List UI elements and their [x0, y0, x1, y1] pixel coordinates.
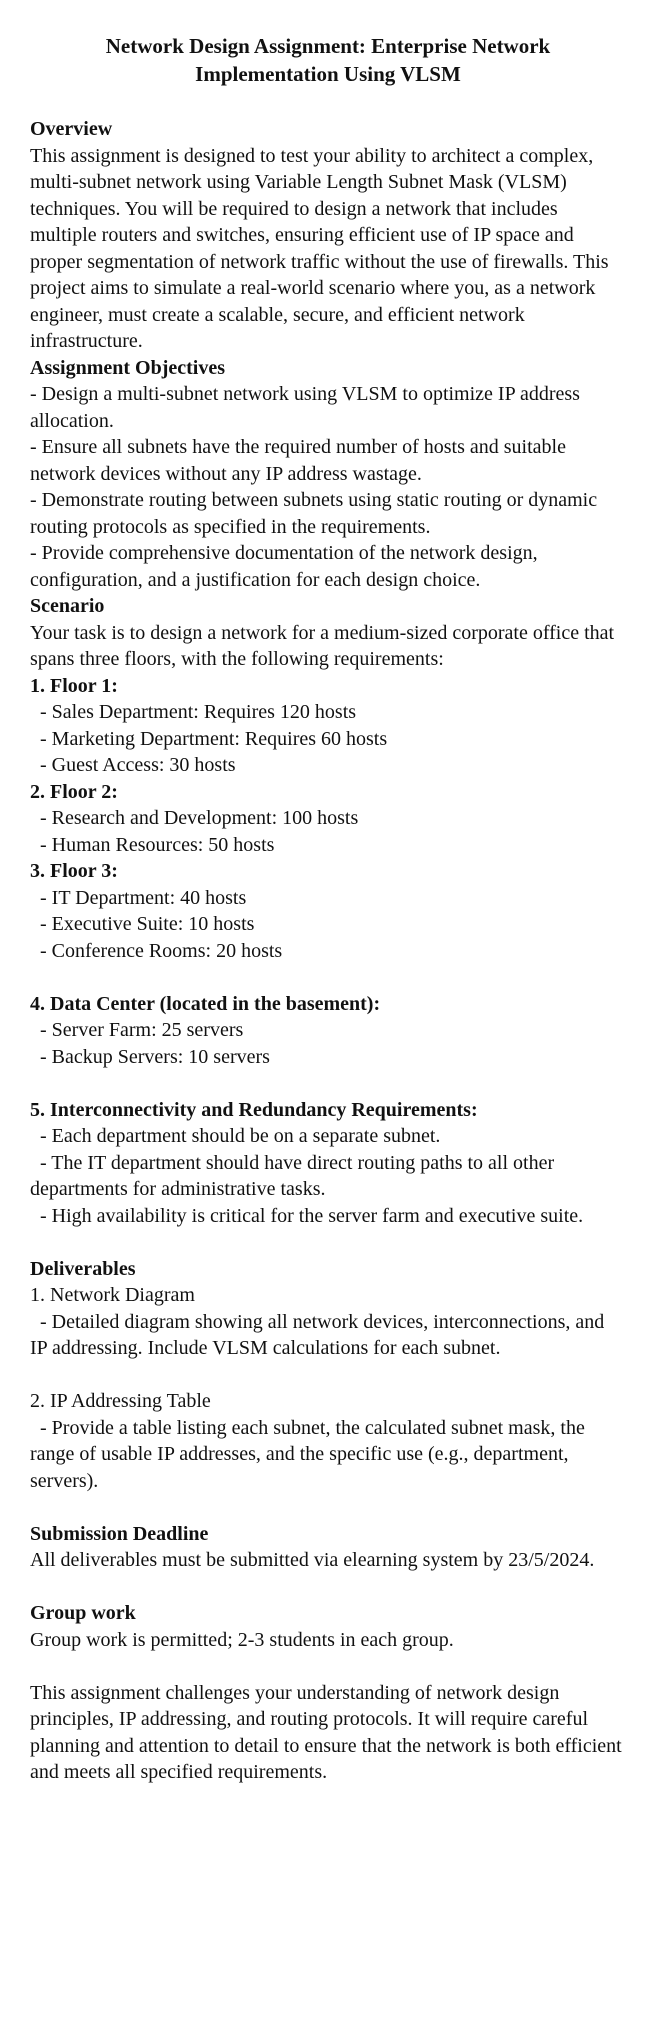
spacer	[30, 1494, 626, 1521]
deliverable-title: 1. Network Diagram	[30, 1284, 195, 1306]
deliverables-heading: Deliverables	[30, 1257, 136, 1280]
requirement-item: - Marketing Department: Requires 60 hosts	[40, 727, 388, 750]
objective-item: - Provide comprehensive documentation of the network design, configuration, and a justification for each design choice.	[30, 542, 538, 591]
group-heading: Group work	[30, 1602, 136, 1624]
overview-heading: Overview	[30, 118, 113, 140]
scenario-section	[30, 593, 626, 1229]
deadline-heading: Submission Deadline	[30, 1522, 209, 1545]
requirement-item: - IT Department: 40 hosts	[40, 886, 247, 909]
requirement-item: - Research and Development: 100 hosts	[40, 807, 359, 829]
requirement-item: - Guest Access: 30 hosts	[40, 754, 236, 776]
spacer	[30, 1362, 626, 1389]
requirement-item: - High availability is critical for the server farm and executive suite.	[40, 1204, 584, 1227]
floor2-title: 2. Floor 2:	[30, 780, 118, 803]
overview-section	[30, 116, 626, 355]
deliverables-section	[30, 1256, 626, 1495]
requirement-item: - Executive Suite: 10 hosts	[40, 913, 255, 935]
requirement-item: - Server Farm: 25 servers	[40, 1019, 244, 1041]
deliverable-title: 2. IP Addressing Table	[30, 1390, 211, 1412]
scenario-intro: Your task is to design a network for a medium-sized corporate office that spans three floors, with the following requirements:	[30, 621, 615, 670]
spacer	[30, 964, 626, 991]
scenario-heading: Scenario	[30, 595, 105, 617]
overview-text: This assignment is designed to test your ability to architect a complex, multi-subnet network using Variable Length Subnet Mask (VLSM) techniques. You will be required to design a network that includes multiple routers and switches, ensuring efficient use of IP space and proper segmentation of network traffic without the use of firewalls. This project aims to simulate a real-world scenario where you, as a network engineer, must create a scalable, secure, and efficient network infrastructure.	[30, 144, 609, 352]
deliverable-text: - Provide a table listing each subnet, the calculated subnet mask, the range of usable IP addresses, and the specific use (e.g., department, servers).	[30, 1416, 585, 1492]
requirement-item: - Backup Servers: 10 servers	[40, 1045, 270, 1068]
objective-item: - Design a multi-subnet network using VLSM to optimize IP address allocation.	[30, 383, 580, 432]
document-title: Network Design Assignment: Enterprise Network Implementation Using VLSM	[105, 34, 551, 86]
deadline-section	[30, 1521, 626, 1574]
requirement-item: - The IT department should have direct routing paths to all other departments for administrative tasks.	[30, 1151, 555, 1200]
spacer	[30, 1229, 626, 1256]
requirement-item: - Each department should be on a separate subnet.	[40, 1125, 441, 1147]
datacenter-title: 4. Data Center (located in the basement):	[30, 992, 381, 1015]
closing-text: This assignment challenges your understanding of network design principles, IP addressing, and routing protocols. It will require careful planning and attention to detail to ensure that the network is both efficient and meets all specified requirements.	[30, 1681, 622, 1783]
deadline-text: All deliverables must be submitted via elearning system by 23/5/2024.	[30, 1549, 595, 1571]
objectives-heading: Assignment Objectives	[30, 356, 225, 379]
floor1-title: 1. Floor 1:	[30, 674, 118, 697]
objective-item: - Demonstrate routing between subnets using static routing or dynamic routing protocols as specified in the requirements.	[30, 489, 598, 538]
spacer	[30, 1653, 626, 1680]
requirement-item: - Human Resources: 50 hosts	[40, 833, 275, 856]
spacer	[30, 1574, 626, 1601]
spacer	[30, 1070, 626, 1097]
objective-item: - Ensure all subnets have the required number of hosts and suitable network devices without any IP address wastage.	[30, 436, 566, 485]
group-text: Group work is permitted; 2-3 students in each group.	[30, 1628, 454, 1651]
requirement-item: - Sales Department: Requires 120 hosts	[40, 701, 357, 723]
group-section	[30, 1600, 626, 1653]
floor3-title: 3. Floor 3:	[30, 860, 118, 882]
objectives-section	[30, 355, 626, 594]
interconnect-title: 5. Interconnectivity and Redundancy Requirements:	[30, 1098, 478, 1121]
deliverable-text: - Detailed diagram showing all network devices, interconnections, and IP addressing. Include VLSM calculations for each subnet.	[30, 1310, 605, 1359]
requirement-item: - Conference Rooms: 20 hosts	[40, 939, 283, 962]
closing-section	[30, 1680, 626, 1786]
